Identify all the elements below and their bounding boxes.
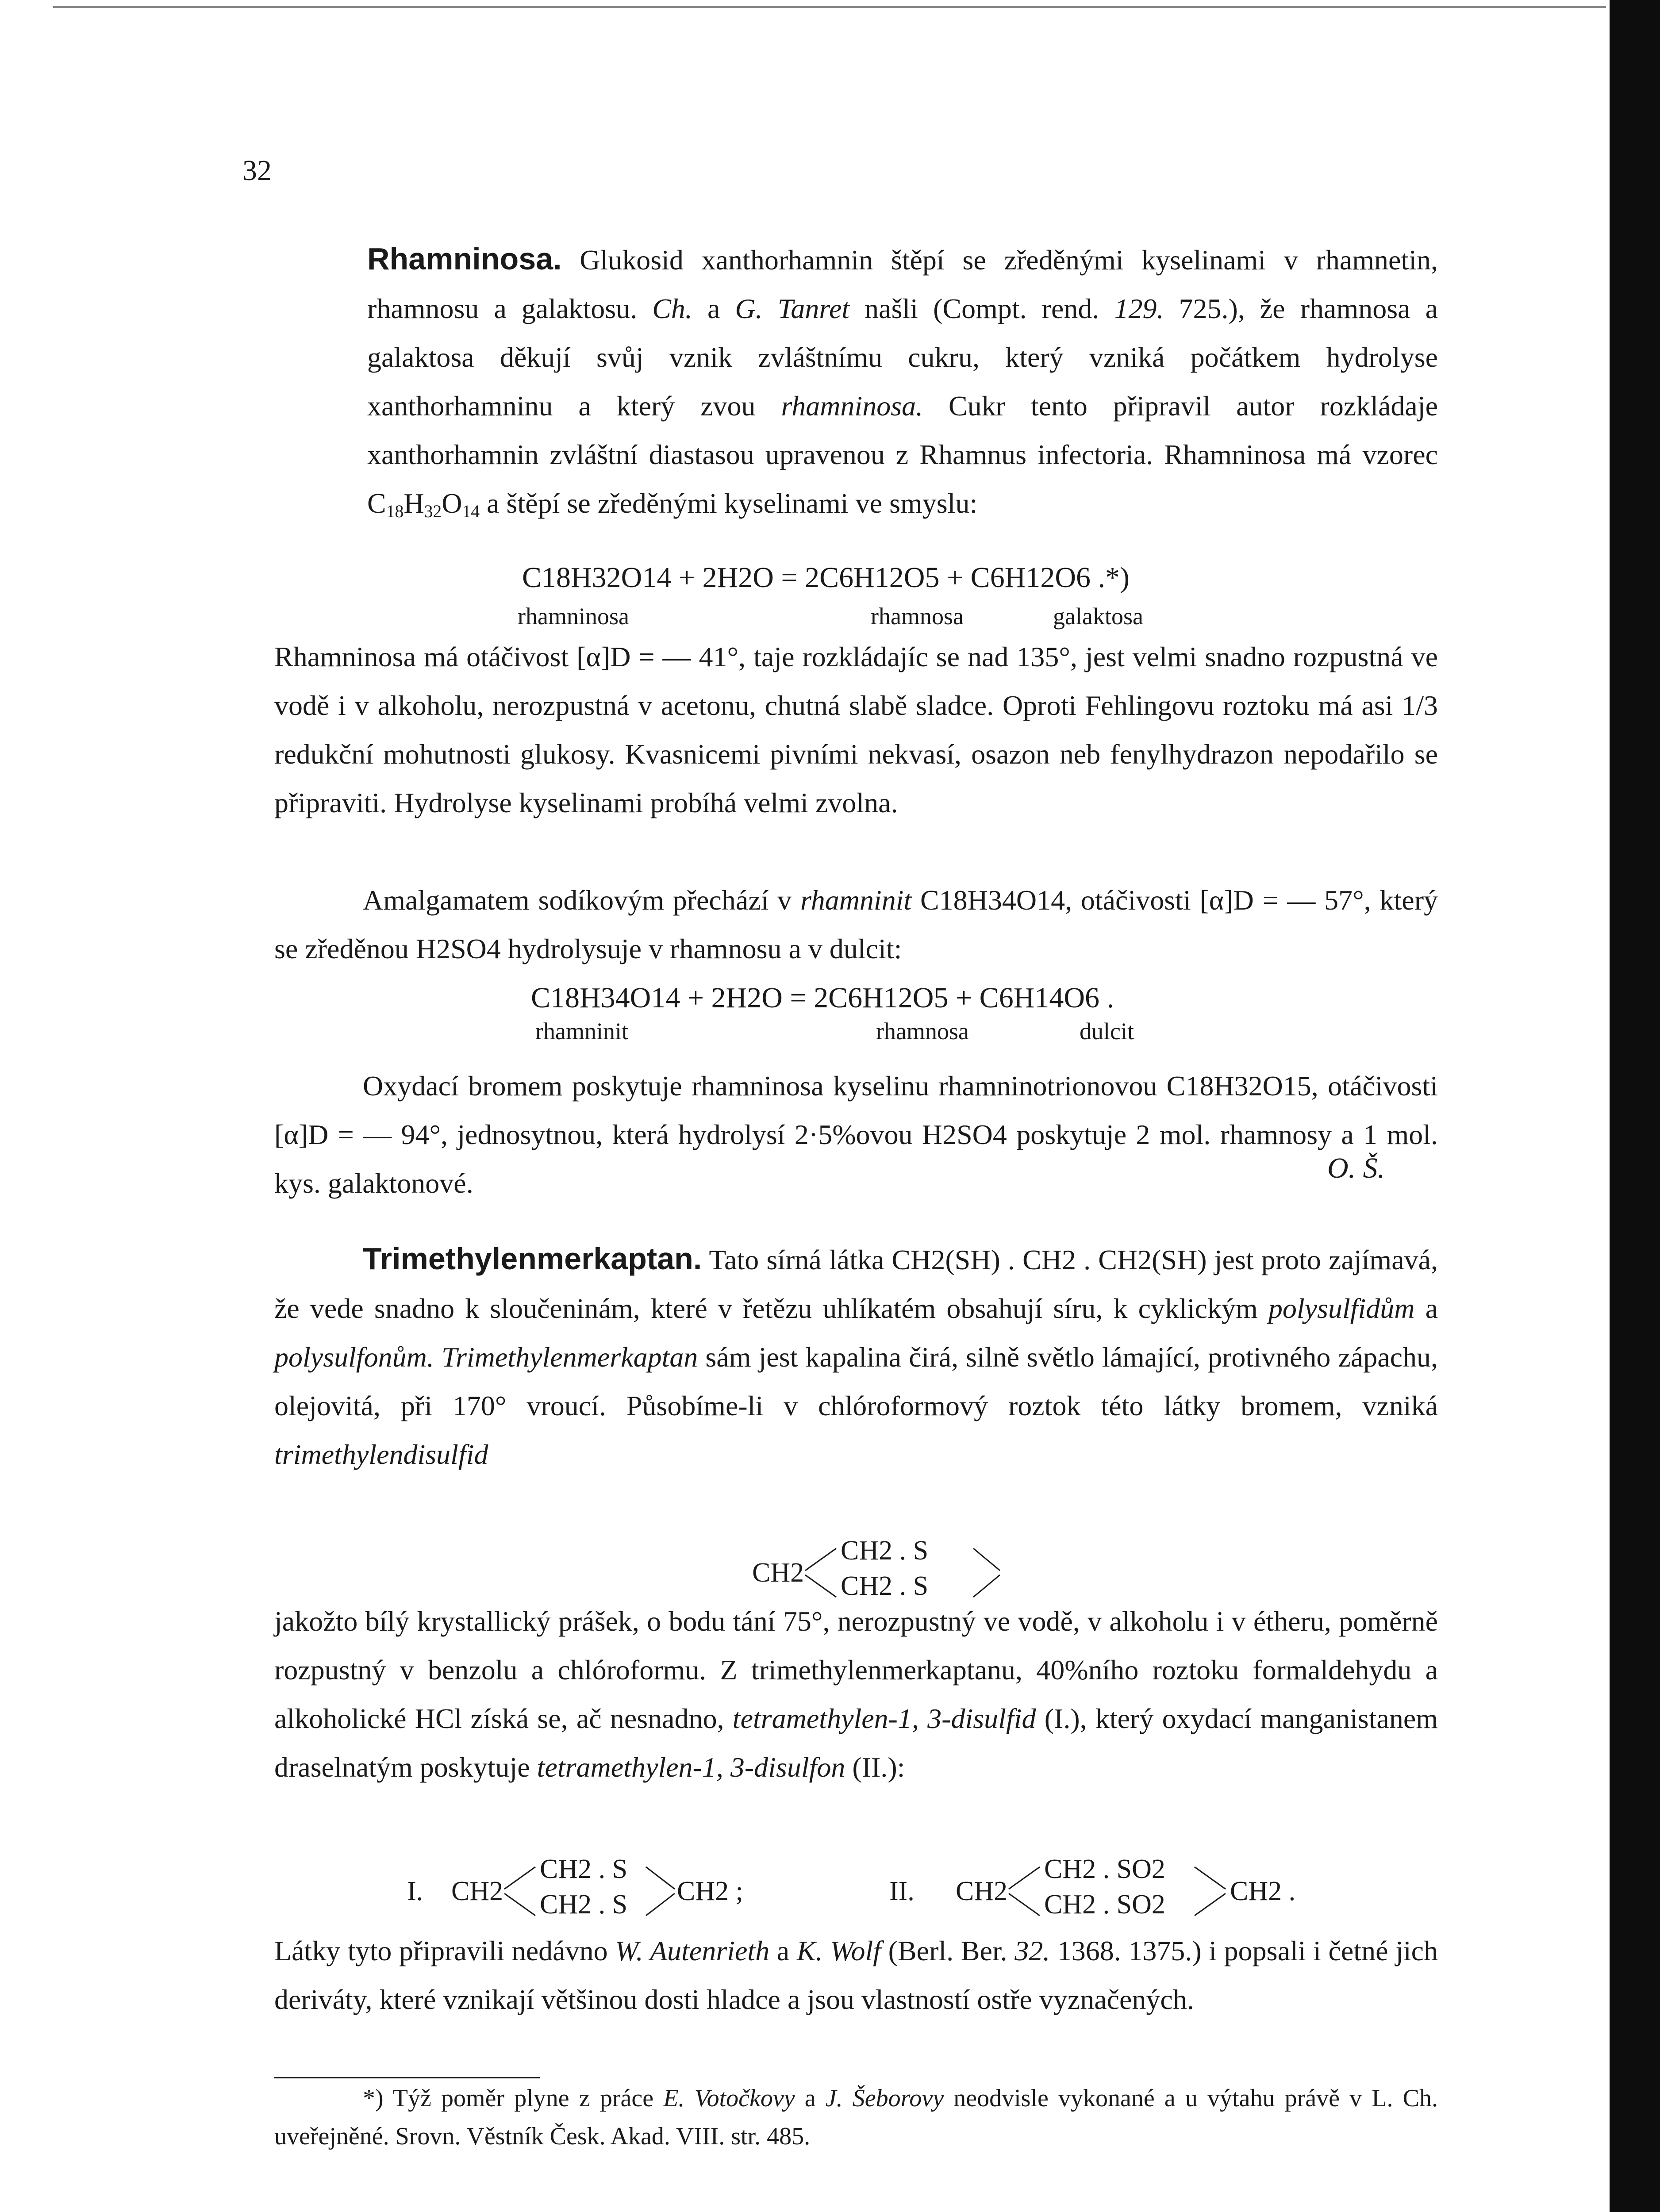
heading-trimethylenmerkaptan: Trimethylenmerkaptan. (363, 1241, 702, 1276)
structure-II-bonds (1004, 1863, 1234, 1920)
label-galaktosa: galaktosa (1053, 603, 1143, 630)
label-rhamninosa: rhamninosa (518, 603, 629, 630)
page-number: 32 (242, 154, 272, 187)
trimethylen-paragraph-2: jakožto bílý krystallický prášek, o bodu tání 75°, nerozpustný ve vodě, v alkoholu i v étheru, poměrně rozpustný v benzolu a chlóroformu. Z trimethylenmerkaptanu, 40%ního roztoku formaldehydu a alkoholické HCl získá se, ač nesnadno, tetramethylen-1, 3-disulfid (I.), který oxydací manganistanem draselnatým poskytuje tetramethylen-1, 3-disulfon (II.): (274, 1605, 1438, 1783)
label-rhamninit: rhamninit (535, 1018, 628, 1045)
structure-I-bonds (500, 1863, 686, 1920)
equation-1: C18H32O14 + 2H2O = 2C6H12O5 + C6H12O6 .*) (522, 561, 1130, 594)
structure-bonds (801, 1544, 1013, 1601)
equation-2: C18H34O14 + 2H2O = 2C6H12O5 + C6H14O6 . (531, 982, 1114, 1014)
rhamninosa-paragraph-1: Rhamninosa. Glukosid xanthorhamnin štěpí se zředěnými kyselinami v rhamnetin, rhamnosu a galaktosu. Ch. a G. Tanret našli (Compt. rend. 129. 725.), že rhamnosa a galaktosa děkují svůj vznik zvláštnímu cukru, který vzniká počátkem hydrolyse xanthorhamninu a který zvou rhamninosa. Cukr tento připravil autor rozkládaje xanthorhamnin zvláštní diastasou upravenou z Rhamnus infectoria. Rhamninosa má vzorec $C_{18}H_{32}O_{14}$ a štěpí se zředěnými kyselinami ve smyslu: (367, 242, 1438, 521)
label-rhamnosa: rhamnosa (871, 603, 964, 630)
signature: O. Š. (1327, 1152, 1385, 1184)
scan-dark-edge (1610, 0, 1660, 2212)
page-top-edge (53, 6, 1606, 8)
trimethylen-paragraph-3: Látky tyto připravili nedávno W. Autenrieth a K. Wolf (Berl. Ber. 32. 1368. 1375.) i popsali i četné jich deriváty, které vznikají většinou dosti hladce a jsou vlastností ostře vyznačených. (274, 1935, 1438, 2015)
label-dulcit: dulcit (1080, 1018, 1134, 1045)
trimethylen-paragraph-1: Trimethylenmerkaptan. Tato sírná látka CH2(SH) . CH2 . CH2(SH) jest proto zajímavá, že vede snadno k sloučeninám, které v řetězu uhlíkatém obsahují síru, k cyklickým polysulfidům a polysulfonům. Trimethylenmerkaptan sám jest kapalina čirá, silně světlo lámající, protivného zápachu, olejovitá, při 170° vroucí. Působíme-li v chlóroformový roztok této látky bromem, vzniká trimethylendisulfid (274, 1241, 1438, 1470)
rhamninosa-paragraph-2: Rhamninosa má otáčivost [α]D = — 41°, taje rozkládajíc se nad 135°, jest velmi snadno rozpustná ve vodě i v alkoholu, nerozpustná v acetonu, chutná slabě sladce. Oproti Fehlingovu roztoku má asi 1/3 redukční mohutnosti glukosy. Kvasnicemi pivními nekvasí, osazon neb fenylhydrazon nepodařilo se připraviti. Hydrolyse kyselinami probíhá velmi zvolna. (274, 641, 1438, 818)
label-rhamnosa-2: rhamnosa (876, 1018, 969, 1045)
rhamninosa-paragraph-3: Amalgamatem sodíkovým přechází v rhamninit C18H34O14, otáčivosti [α]D = — 57°, který se zředěnou H2SO4 hydrolysuje v rhamnosu a v dulcit: (274, 884, 1438, 964)
rhamninosa-paragraph-4: Oxydací bromem poskytuje rhamninosa kyselinu rhamninotrionovou C18H32O15, otáčivosti [α]D = — 94°, jednosytnou, která hydrolysí 2·5%ovou H2SO4 poskytuje 2 mol. rhamnosy a 1 mol. kys. galaktonové. (274, 1070, 1438, 1199)
footnote: *) Týž poměr plyne z práce E. Votočkovy a J. Šeborovy neodvisle vykonané a u výtahu právě v L. Ch. uveřejněné. Srovn. Věstník Česk. Akad. VIII. str. 485. (274, 2085, 1438, 2150)
heading-rhamninosa: Rhamninosa. (367, 242, 562, 276)
footnote-rule (274, 2077, 540, 2078)
